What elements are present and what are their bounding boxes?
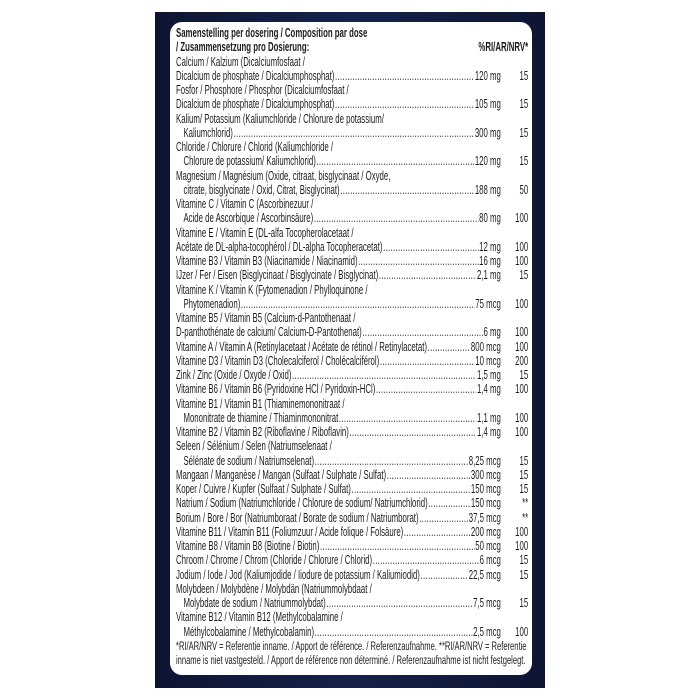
nutrient-amount: 2,5 mcg bbox=[473, 624, 501, 639]
nutrient-name: citrate, bisglycinate / Oxid, Citrat, Bisglycinat) bbox=[183, 182, 340, 197]
nutrient-name: Méthylcobalamine / Methylcobalamin) bbox=[183, 624, 315, 639]
nutrient-entry bbox=[176, 397, 528, 426]
header-title: Samenstelling per dosering / Composition par dose bbox=[176, 26, 368, 40]
leader-dots bbox=[315, 625, 473, 639]
nutrient-amount: 105 mg bbox=[474, 97, 501, 112]
nutrient-amount: 188 mg bbox=[474, 182, 501, 197]
footnote-line-2 bbox=[176, 653, 528, 667]
nutrient-name: Sélénate de sodium / Natriumselenat) bbox=[183, 453, 315, 468]
nutrient-name: Mononitrate de thiamine / Thiaminmononitrat bbox=[183, 410, 339, 425]
nutrient-entry bbox=[176, 140, 528, 169]
nutrient-rda-percent: 15 bbox=[519, 567, 529, 582]
nutrient-name: Zink / Zinc (Oxide / Oxyde / Oxid) bbox=[176, 368, 292, 382]
nutrient-entry bbox=[176, 55, 528, 84]
nutrient-line bbox=[176, 126, 528, 140]
nutrient-line bbox=[176, 283, 528, 297]
nutrient-name: Vitamine C / Vitamin C (Ascorbinezuur / bbox=[176, 197, 314, 211]
nutrient-name: Vitamine D3 / Vitamin D3 (Cholecalciferol / Cholécalciférol) bbox=[176, 353, 380, 368]
nutrient-name: Dicalcium de phosphate / Dicalciumphosphat) bbox=[176, 68, 335, 83]
nutrient-entry bbox=[176, 226, 528, 255]
nutrient-line bbox=[176, 368, 528, 382]
nutrient-entry bbox=[176, 568, 528, 582]
leader-dots bbox=[383, 240, 478, 254]
nutrient-line bbox=[176, 268, 528, 282]
nutrient-entry bbox=[176, 340, 528, 354]
composition-table bbox=[176, 26, 528, 667]
nutrition-panel bbox=[170, 22, 532, 675]
nutrient-name: Fosfor / Phosphore / Phosphor (Dicalciumfosfaat / bbox=[176, 83, 349, 97]
nutrient-entry bbox=[176, 368, 528, 382]
nutrient-entry bbox=[176, 539, 528, 553]
nutrient-line bbox=[176, 140, 528, 154]
nutrient-entry bbox=[176, 83, 528, 112]
nutrient-name: Mangaan / Manganèse / Mangan (Sulfaat / Sulphate / Sulfat) bbox=[176, 467, 387, 482]
nutrient-amount: 6 mcg bbox=[479, 553, 501, 568]
nutrient-name: Natrium / Sodium (Natriumchloride / Chlorure de sodium/ Natriumchlorid) bbox=[176, 496, 428, 511]
nutrient-amount: 6 mg bbox=[483, 325, 501, 340]
leader-dots bbox=[340, 183, 474, 197]
nutrient-amount: 50 mcg bbox=[475, 539, 501, 553]
nutrient-amount: 150 mcg bbox=[470, 496, 501, 511]
nutrient-name: Chloride / Chlorure / Chlorid (Kaliumchloride / bbox=[176, 140, 334, 154]
nutrient-line bbox=[176, 496, 528, 510]
nutrient-entry bbox=[176, 425, 528, 439]
nutrient-rda-percent: 15 bbox=[519, 482, 529, 496]
nutrient-line bbox=[176, 55, 528, 69]
nutrient-entry bbox=[176, 553, 528, 567]
nutrient-entry bbox=[176, 197, 528, 226]
nutrient-line bbox=[176, 397, 528, 411]
nutrient-line bbox=[176, 411, 528, 425]
leader-dots bbox=[380, 354, 475, 368]
nutrient-name: Vitamine B8 / Vitamin B8 (Biotine / Biotin) bbox=[176, 539, 320, 553]
nutrient-name: Vitamine B1 / Vitamin B1 (Thiaminemononitraat / bbox=[176, 396, 345, 411]
nutrient-amount: 200 mcg bbox=[470, 524, 501, 539]
nutrient-amount: 120 mg bbox=[474, 68, 501, 83]
nutrient-entry bbox=[176, 169, 528, 198]
entries bbox=[176, 55, 528, 639]
leader-dots bbox=[241, 297, 475, 311]
nutrient-line bbox=[176, 297, 528, 311]
header-line-2 bbox=[176, 40, 528, 54]
nutrient-name: Phytomenadion) bbox=[183, 296, 241, 311]
nutrient-rda-percent: 100 bbox=[515, 239, 529, 254]
leader-dots bbox=[358, 254, 478, 268]
nutrient-rda-percent: 200 bbox=[515, 353, 529, 368]
nutrient-name: IJzer / Fer / Eisen (Bisglycinaat / Bisglycinate / Bisglycinat) bbox=[176, 268, 379, 283]
nutrient-entry bbox=[176, 268, 528, 282]
nutrient-entry bbox=[176, 439, 528, 468]
leader-dots bbox=[404, 525, 470, 539]
nutrient-line bbox=[176, 211, 528, 225]
nutrient-name: Molybdate de sodium / Natriummolybdat) bbox=[183, 596, 326, 610]
nutrient-entry bbox=[176, 283, 528, 312]
nutrient-rda-percent: 15 bbox=[519, 154, 529, 169]
nutrient-line bbox=[176, 97, 528, 111]
nutrient-line bbox=[176, 311, 528, 325]
nutrient-rda-percent: 50 bbox=[519, 182, 529, 197]
nutrient-rda-percent: 100 bbox=[515, 254, 529, 268]
header-subtitle: / Zusammensetzung pro Dosierung: bbox=[176, 40, 310, 55]
nutrient-line bbox=[176, 325, 528, 339]
nutrient-line bbox=[176, 625, 528, 639]
nutrient-entry bbox=[176, 525, 528, 539]
nutrient-amount: 75 mcg bbox=[475, 296, 501, 311]
nutrient-line bbox=[176, 582, 528, 596]
leader-dots bbox=[387, 468, 471, 482]
nutrient-rda-percent: 15 bbox=[519, 596, 529, 610]
nutrient-line bbox=[176, 112, 528, 126]
nutrient-name: Seleen / Sélénium / Selen (Natriumselenaat / bbox=[176, 439, 332, 454]
leader-dots bbox=[376, 382, 476, 396]
leader-dots bbox=[349, 425, 476, 439]
nutrient-rda-percent: 100 bbox=[515, 624, 529, 639]
nutrient-rda-percent: 15 bbox=[519, 125, 529, 140]
leader-dots bbox=[373, 553, 479, 567]
nutrient-line bbox=[176, 539, 528, 553]
nutrient-rda-percent: 15 bbox=[519, 268, 529, 283]
nutrient-entry bbox=[176, 610, 528, 639]
nutrient-name: Vitamine B3 / Vitamin B3 (Niacinamide / Niacinamid) bbox=[176, 254, 358, 268]
leader-dots bbox=[428, 340, 471, 354]
nutrient-rda-percent: 100 bbox=[515, 524, 529, 539]
nutrient-rda-percent: 15 bbox=[519, 97, 529, 112]
leader-dots bbox=[316, 154, 474, 168]
nutrient-line bbox=[176, 226, 528, 240]
nutrient-rda-percent: 15 bbox=[519, 467, 529, 482]
nutrient-amount: 1,4 mg bbox=[477, 425, 501, 439]
nutrient-amount: 150 mcg bbox=[470, 482, 501, 496]
leader-dots bbox=[292, 368, 476, 382]
nutrient-line bbox=[176, 425, 528, 439]
nutrient-line bbox=[176, 197, 528, 211]
nutrient-line bbox=[176, 254, 528, 268]
nutrient-name: Kalium/ Potassium (Kaliumchloride / Chlorure de potassium/ bbox=[176, 111, 384, 126]
nutrient-name: Dicalcium de phosphate / Dicalciumphosphat) bbox=[176, 97, 335, 112]
nutrient-rda-percent: 100 bbox=[515, 410, 529, 425]
nutrient-rda-percent: 15 bbox=[519, 453, 529, 468]
nutrient-amount: 300 mcg bbox=[470, 467, 501, 482]
nutrient-line bbox=[176, 482, 528, 496]
nutrient-name: Koper / Cuivre / Kupfer (Sulfaat / Sulphate / Sulfat) bbox=[176, 482, 351, 496]
nutrient-entry bbox=[176, 496, 528, 510]
leader-dots bbox=[335, 97, 474, 111]
nutrient-amount: 80 mg bbox=[479, 211, 501, 226]
nutrient-name: Vitamine A / Vitamin A (Retinylacetaat / Acétate de rétinol / Retinylacetat) bbox=[176, 339, 428, 354]
nutrient-rda-percent: ** bbox=[522, 496, 529, 511]
nutrient-line bbox=[176, 154, 528, 168]
nutrient-entry bbox=[176, 482, 528, 496]
nutrient-entry bbox=[176, 582, 528, 611]
leader-dots bbox=[352, 482, 471, 496]
nutrient-line bbox=[176, 169, 528, 183]
leader-dots bbox=[339, 411, 477, 425]
leader-dots bbox=[362, 325, 483, 339]
nutrient-line bbox=[176, 511, 528, 525]
nutrient-line bbox=[176, 183, 528, 197]
nutrient-entry bbox=[176, 511, 528, 525]
leader-dots bbox=[314, 211, 479, 225]
nutrient-rda-percent: 100 bbox=[515, 339, 529, 354]
nutrient-name: Vitamine E / Vitamin E (DL-alfa Tocopherolacetaat / bbox=[176, 225, 354, 240]
nutrient-rda-percent: 100 bbox=[515, 211, 529, 226]
leader-dots bbox=[234, 126, 475, 140]
nutrient-amount: 16 mg bbox=[479, 254, 501, 268]
nutrient-line bbox=[176, 240, 528, 254]
nutrient-name: Acide de Ascorbique / Ascorbinsäure) bbox=[183, 211, 314, 226]
nutrient-amount: 120 mg bbox=[474, 154, 501, 169]
nutrient-amount: 8,25 mcg bbox=[468, 453, 501, 468]
leader-dots bbox=[379, 268, 477, 282]
nutrient-name: Acétate de DL-alpha-tocophérol / DL-alpha Tocopheracetat) bbox=[176, 239, 383, 254]
nutrient-name: Magnesium / Magnésium (Oxide, citraat, bisglycinaat / Oxyde, bbox=[176, 168, 391, 183]
nutrient-entry bbox=[176, 354, 528, 368]
nutrient-amount: 10 mcg bbox=[475, 353, 501, 368]
nutrient-entry bbox=[176, 254, 528, 268]
footnote-line-1 bbox=[176, 639, 528, 653]
nutrient-line bbox=[176, 568, 528, 582]
nutrient-amount: 7,5 mcg bbox=[473, 596, 501, 610]
nutrient-name: Vitamine B6 / Vitamin B6 (Pyridoxine HCl / Pyridoxin-HCl) bbox=[176, 382, 376, 397]
footnote-text: *RI/AR/NRV = Referentie inname. / Apport de référence. / Referenzaufnahme. **RI/AR/NRV = Referentie bbox=[176, 638, 527, 653]
nutrient-line bbox=[176, 69, 528, 83]
nutrient-name: Borium / Bore / Bor (Natriumboraat / Borate de sodium / Natriumborat) bbox=[176, 510, 419, 525]
nutrient-rda-percent: 100 bbox=[515, 382, 529, 397]
nutrient-line bbox=[176, 340, 528, 354]
nutrient-name: Kaliumchlorid) bbox=[183, 125, 233, 140]
nutrient-name: Chroom / Chrome / Chrom (Chloride / Chlorure / Chlorid) bbox=[176, 553, 373, 568]
nutrient-name: D-panthothénate de calcium/ Calcium-D-Pantothenat) bbox=[176, 325, 362, 340]
nutrient-rda-percent: 15 bbox=[519, 368, 529, 382]
nutrient-rda-percent: 100 bbox=[515, 425, 529, 439]
nutrient-line bbox=[176, 354, 528, 368]
nutrient-name: Molybdeen / Molybdène / Molybdän (Natriummolybdaat / bbox=[176, 581, 372, 596]
leader-dots bbox=[335, 69, 474, 83]
rda-column-header: %RI/AR/NRV* bbox=[478, 40, 529, 55]
nutrient-name: Vitamine B5 / Vitamin B5 (Calcium-d-Pantothenaat / bbox=[176, 311, 356, 325]
nutrient-line bbox=[176, 553, 528, 567]
nutrient-amount: 1,4 mg bbox=[477, 382, 501, 397]
nutrient-rda-percent: 100 bbox=[515, 325, 529, 340]
nutrient-amount: 22,5 mcg bbox=[468, 567, 501, 582]
nutrient-name: Vitamine K / Vitamin K (Fytomenadion / Phylloquinone / bbox=[176, 282, 368, 297]
nutrient-line bbox=[176, 83, 528, 97]
nutrient-amount: 300 mg bbox=[474, 125, 501, 140]
nutrient-name: Calcium / Kalzium (Dicalciumfosfaat / bbox=[176, 54, 305, 69]
nutrient-entry bbox=[176, 468, 528, 482]
nutrient-line bbox=[176, 439, 528, 453]
nutrient-rda-percent: ** bbox=[522, 510, 529, 525]
nutrient-line bbox=[176, 525, 528, 539]
nutrient-amount: 800 mcg bbox=[470, 339, 501, 354]
nutrient-amount: 1,5 mg bbox=[477, 368, 501, 382]
nutrient-line bbox=[176, 610, 528, 624]
nutrient-amount: 12 mg bbox=[479, 239, 501, 254]
nutrient-name: Vitamine B12 / Vitamin B12 (Methylcobalamine / bbox=[176, 610, 343, 625]
leader-dots bbox=[320, 539, 475, 553]
nutrient-entry bbox=[176, 311, 528, 340]
nutrient-entry bbox=[176, 112, 528, 141]
nutrient-line bbox=[176, 454, 528, 468]
leader-dots bbox=[315, 454, 468, 468]
leader-dots bbox=[421, 568, 469, 582]
nutrient-name: Vitamine B11 / Vitamin B11 (Foliumzuur / Acide folique / Folsäure) bbox=[176, 524, 404, 539]
nutrient-entry bbox=[176, 382, 528, 396]
leader-dots bbox=[419, 511, 468, 525]
nutrient-rda-percent: 15 bbox=[519, 68, 529, 83]
nutrient-amount: 1,1 mg bbox=[477, 410, 501, 425]
nutrient-rda-percent: 15 bbox=[519, 553, 529, 568]
nutrient-amount: 37,5 mcg bbox=[468, 510, 501, 525]
nutrient-line bbox=[176, 468, 528, 482]
nutrient-name: Vitamine B2 / Vitamin B2 (Riboflavine / Riboflavin) bbox=[176, 425, 349, 439]
nutrient-name: Jodium / Iode / Jod (Kaliumjodide / Iiodure de potassium / Kaliumiodid) bbox=[176, 567, 420, 582]
nutrient-rda-percent: 100 bbox=[515, 539, 529, 553]
header-line-1 bbox=[176, 26, 528, 40]
nutrient-name: Chlorure de potassium/ Kaliumchlorid) bbox=[183, 154, 316, 169]
nutrient-line bbox=[176, 596, 528, 610]
nutrient-amount: 2,1 mg bbox=[477, 268, 501, 283]
leader-dots bbox=[326, 596, 472, 610]
leader-dots bbox=[428, 496, 470, 510]
footnote-text: inname is niet vastgesteld. / Apport de référence non déterminé. / Referenzaufnahme ist nicht festgelegt. bbox=[176, 653, 526, 667]
nutrient-rda-percent: 100 bbox=[515, 296, 529, 311]
nutrient-line bbox=[176, 382, 528, 396]
